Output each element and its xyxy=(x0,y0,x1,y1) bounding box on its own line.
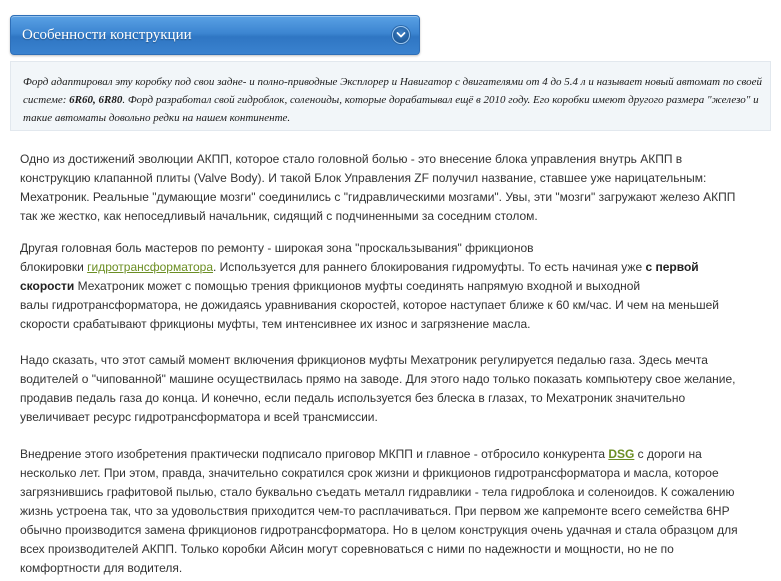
p2-line-4: валы гидротрансформатора, не дожидаясь уравнивания скоростей, которое наступает ближе к 60 км/час. И чем на меньшей xyxy=(20,298,719,312)
p2-bold-2: скорости xyxy=(20,279,75,293)
p2-line-2-prefix: блокировки xyxy=(20,260,88,274)
p4-line-4: жизнь устроена так, что за удовольствия приходится чем-то расплачиваться. При первом же капремонте всего семейства 6HP xyxy=(20,504,730,518)
paragraph-3 xyxy=(20,351,768,427)
p3-line-4: увеличивает ресурс гидротрансформатора и всей трансмиссии. xyxy=(20,410,378,424)
p4-line-6: всех производителей АКПП. Только коробки Айсин могут соревноваться с ними по надежности и мощности, но не по xyxy=(20,542,674,556)
section-title: Особенности конструкции xyxy=(22,27,192,43)
intro-part-1: Форд адаптировал эту коробку под свои задне- и полно-приводные Эксплорер и Навигатор с двигателями от 4 до 5.4 л и называет новый автомат по своей системе: xyxy=(23,76,762,106)
intro-model-2: 6R80 xyxy=(98,94,123,106)
p4-line-1-prefix: Внедрение этого изобретения практически подписало приговор МКПП и главное - отбросило конкурента xyxy=(20,447,609,461)
link-dsg[interactable]: DSG xyxy=(608,447,635,461)
intro-model-1: 6R60, xyxy=(69,94,96,106)
p3-line-2: водителей о "чипованной" машине осуществилась прямо на заводе. Для этого надо только показать компьютеру свое желание, xyxy=(20,372,736,386)
p2-line-2-suffix: . Используется для раннего блокирования гидромуфты. То есть начиная уже xyxy=(213,260,646,274)
p4-line-1-suffix: с дороги на xyxy=(634,447,702,461)
p1-line-3: Мехатроник. Реальные "думающие мозги" соединились с "гидравлическими мозгами". Увы, эти "мозги" загружают железо АКПП xyxy=(20,190,736,204)
paragraph-4 xyxy=(20,445,768,578)
paragraph-2 xyxy=(20,239,768,334)
paragraph-1 xyxy=(20,150,768,226)
intro-part-2: . Форд разработал свой гидроблок, соленоиды, которые дорабатывал ещё в 2010 году. Его коробки имеют другого размера "железо" и такие автоматы довольно редки на нашем континенте. xyxy=(23,94,759,124)
p3-line-3: продавив педаль газа до конца. И конечно, если педаль используется без блеска в глазах, то Мехатроник значительно xyxy=(20,391,686,405)
p2-bold-1: с первой xyxy=(645,260,699,274)
p2-line-5: скорости срабатывают фрикционы муфты, тем интенсивнее их износ и загрязнение масла. xyxy=(20,317,531,331)
p4-line-2: несколько лет. При этом, правда, значительно сократился срок жизни и фрикционов гидротрансформатора и масла, которое xyxy=(20,466,719,480)
intro-text xyxy=(23,73,769,127)
p3-line-1: Надо сказать, что этот самый момент включения фрикционов муфты Мехатроник регулируется педалью газа. Здесь мечта xyxy=(20,353,708,367)
p2-line-1: Другая головная боль мастеров по ремонту - широкая зона "проскальзывания" фрикционов xyxy=(20,241,534,255)
p4-line-3: загрязнившись графитовой пылью, стало буквально съедать металл гидравлики - тела гидроблока и соленоидов. К сожалению xyxy=(20,485,735,499)
intro-box xyxy=(10,61,771,131)
section-header[interactable] xyxy=(10,15,420,55)
p4-line-5: обычно производится замена фрикционов гидротрансформатора. Но в целом конструкция очень удачная и стала образцом для xyxy=(20,523,738,537)
chevron-down-icon[interactable] xyxy=(392,26,410,44)
p2-line-3-suffix: Мехатроник может с помощью трения фрикционов муфты соединять напрямую входной и выходной xyxy=(74,279,641,293)
p1-line-2: конструкцию клапанной плиты (Valve Body). И такой Блок Управления ZF получил название, ставшее уже нарицательным: xyxy=(20,171,707,185)
p1-line-1: Одно из достижений эволюции АКПП, которое стало головной болью - это внесение блока управления внутрь АКПП в xyxy=(20,152,683,166)
p4-line-7: комфортности для водителя. xyxy=(20,561,183,575)
link-gidrotransformator[interactable]: гидротрансформатора xyxy=(87,260,214,274)
p1-line-4: так же жестко, как непоседливый начальник, сидящий с подчиненными за соседним столом. xyxy=(20,209,538,223)
